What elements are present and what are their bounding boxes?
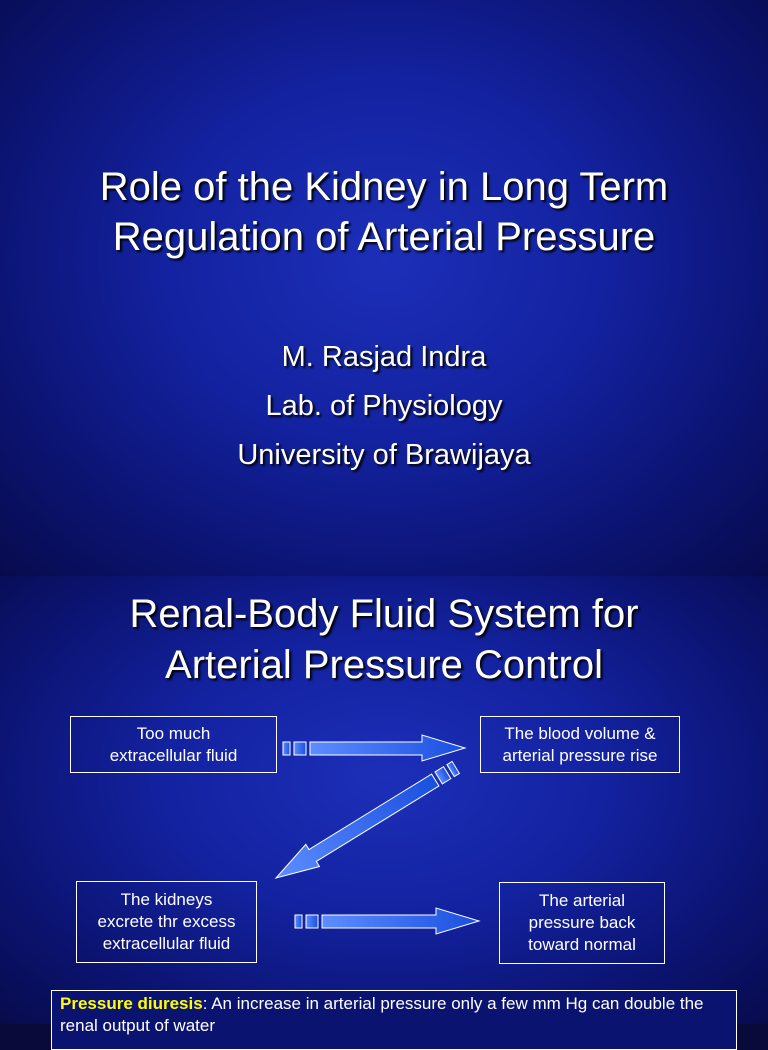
title-line-2: Regulation of Arterial Pressure (112, 215, 656, 259)
box-line: extracellular fluid (109, 745, 238, 765)
box-line: The kidneys (120, 890, 213, 909)
box-pressure-normal (499, 882, 665, 964)
title-line-1: Renal-Body Fluid System for (129, 592, 639, 636)
university-name: University of Brawijaya (237, 439, 531, 471)
box-line: Too much (136, 723, 211, 743)
diagram-slide (0, 576, 768, 1035)
box-line: excrete thr excess (97, 912, 236, 931)
title-line-2: Arterial Pressure Control (165, 643, 603, 687)
box-line: pressure back (528, 913, 636, 932)
arrow-right-bottom (295, 908, 479, 934)
pressure-diuresis-note (51, 990, 737, 1050)
box-line: The blood volume & (504, 723, 656, 743)
title-line-1: Role of the Kidney in Long Term (99, 165, 669, 209)
box-line: toward normal (528, 935, 636, 954)
box-volume-rise (480, 716, 680, 773)
box-kidneys-excrete (76, 881, 257, 963)
arrow-diagonal-down-left (269, 756, 462, 889)
author-name: M. Rasjad Indra (281, 341, 487, 373)
box-line: The arterial (539, 891, 625, 910)
box-line: extracellular fluid (102, 934, 231, 953)
box-too-much-fluid (70, 716, 277, 773)
department-name: Lab. of Physiology (265, 390, 503, 422)
note-text: : An increase in arterial pressure only a few mm Hg can double the renal output of water (60, 994, 704, 1035)
box-line: arterial pressure rise (502, 745, 658, 765)
note-term: Pressure diuresis (60, 994, 203, 1013)
author-block (0, 333, 768, 480)
slide-title (0, 162, 768, 262)
arrow-right-top (283, 735, 465, 761)
